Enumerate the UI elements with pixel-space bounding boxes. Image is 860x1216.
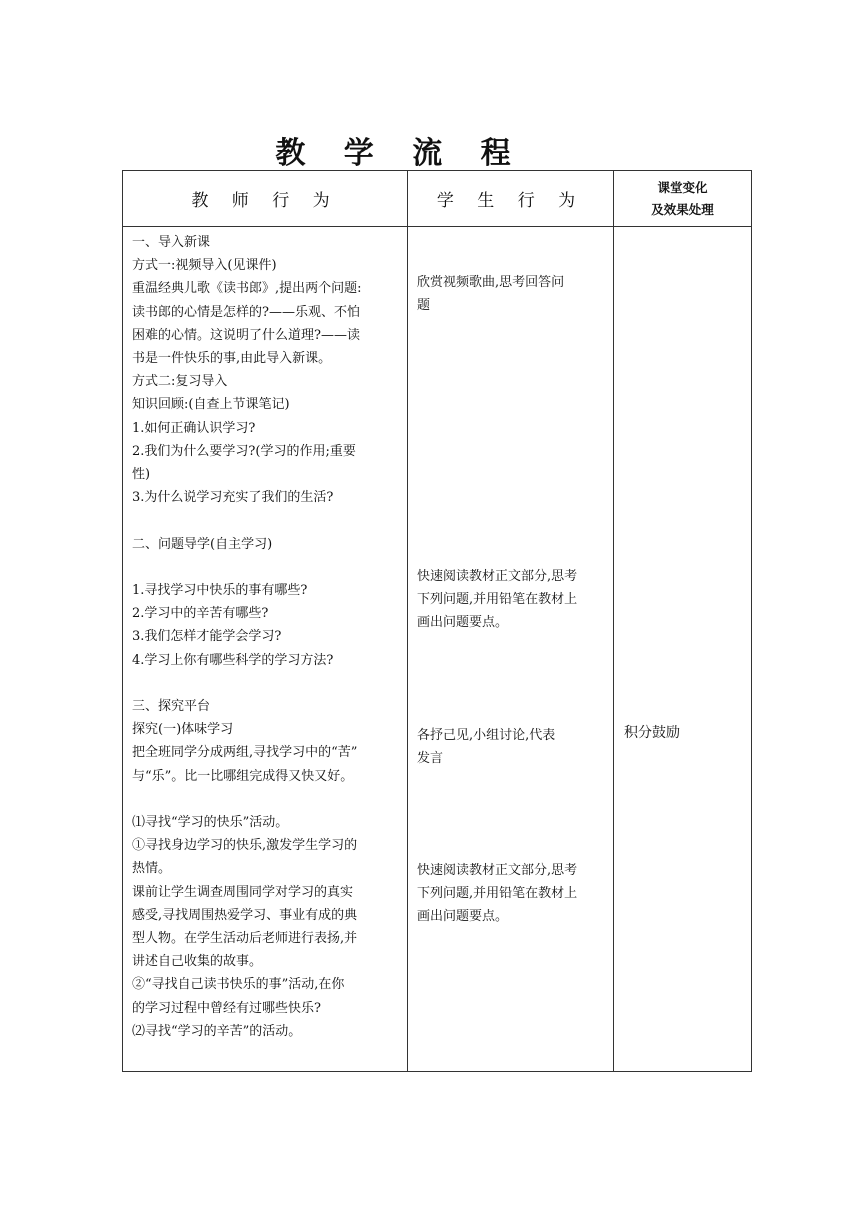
student-line: 画出问题要点。 <box>417 909 509 925</box>
teacher-line: 三、探究平台 <box>132 699 211 715</box>
teacher-line: ①寻找身边学习的快乐,激发学生学习的 <box>132 838 358 854</box>
effect-cell <box>614 227 752 1072</box>
teacher-line: 一、导入新课 <box>132 235 211 250</box>
teacher-line: 方式二:复习导入 <box>132 374 228 390</box>
teacher-cell <box>123 227 408 1072</box>
teacher-line: 的学习过程中曾经有过哪些快乐? <box>132 1000 321 1016</box>
teacher-line: 课前让学生调查周围同学对学习的真实 <box>132 884 354 900</box>
teacher-line: 方式一:视频导入(见课件) <box>132 258 277 274</box>
student-line: 下列问题,并用铅笔在教材上 <box>417 886 578 902</box>
teacher-line: 2.我们为什么要学习?(学习的作用;重要 <box>132 443 356 459</box>
student-line: 发言 <box>417 751 444 767</box>
blank-line <box>132 509 401 532</box>
teacher-line: 二、问题导学(自主学习) <box>132 536 273 552</box>
teacher-line: 把全班同学分成两组,寻找学习中的“苦” <box>132 745 358 761</box>
teacher-line: 型人物。在学生活动后老师进行表扬,并 <box>132 931 358 947</box>
teacher-line: 2.学习中的辛苦有哪些? <box>132 606 269 622</box>
teacher-line: 与“乐”。比一比哪组完成得又快又好。 <box>132 768 354 784</box>
teacher-line: 3.我们怎样才能学会学习? <box>132 629 282 645</box>
teacher-line: 知识回顾:(自查上节课笔记) <box>132 397 290 413</box>
student-line: 各抒己见,小组讨论,代表 <box>417 728 556 743</box>
student-line: 快速阅读教材正文部分,思考 <box>417 863 578 878</box>
teacher-line: 读书郎的心情是怎样的?——乐观、不怕 <box>132 304 360 320</box>
student-block-3 <box>417 724 617 770</box>
teacher-line: 性) <box>132 467 151 483</box>
table-header-row <box>123 171 752 227</box>
student-line: 欣赏视频歌曲,思考回答问 <box>417 275 565 290</box>
student-line: 画出问题要点。 <box>417 615 509 631</box>
lesson-flow-table <box>122 170 752 1072</box>
student-line: 题 <box>417 298 431 314</box>
page-title: 教 学 流 程 <box>275 136 525 171</box>
teacher-line: ⑴寻找“学习的快乐”活动。 <box>132 815 289 831</box>
teacher-line: 讲述自己收集的故事。 <box>132 954 263 970</box>
teacher-line: 1.寻找学习中快乐的事有哪些? <box>132 583 308 599</box>
teacher-text <box>132 231 401 1043</box>
teacher-line: ⑵寻找“学习的辛苦”的活动。 <box>132 1023 302 1039</box>
student-line: 快速阅读教材正文部分,思考 <box>417 569 578 584</box>
student-line: 下列问题,并用铅笔在教材上 <box>417 592 578 608</box>
blank-line <box>132 556 401 579</box>
student-block-4 <box>417 859 617 929</box>
effect-text: 积分鼓励 <box>624 725 680 741</box>
header-student: 学 生 行 为 <box>408 171 614 227</box>
teacher-line: 探究(一)体味学习 <box>132 722 234 738</box>
teacher-line: 1.如何正确认识学习? <box>132 420 256 436</box>
header-effect <box>614 171 752 227</box>
teacher-line: 感受,寻找周围热爱学习、事业有成的典 <box>132 907 358 923</box>
teacher-line: 书是一件快乐的事,由此导入新课。 <box>132 351 332 367</box>
teacher-line: 重温经典儿歌《读书郎》,提出两个问题: <box>132 281 362 297</box>
blank-line <box>132 672 401 695</box>
teacher-line: 3.为什么说学习充实了我们的生活? <box>132 490 334 506</box>
teacher-line: ②“寻找自己读书快乐的事”活动,在你 <box>132 977 345 993</box>
student-block-2 <box>417 565 617 635</box>
header-effect-line1: 课堂变化 <box>657 179 708 195</box>
table-body-row <box>123 227 752 1072</box>
student-cell <box>408 227 614 1072</box>
teacher-line: 热情。 <box>132 861 172 877</box>
teacher-line: 困难的心情。这说明了什么道理?——读 <box>132 327 360 343</box>
header-teacher: 教 师 行 为 <box>123 171 408 227</box>
blank-line <box>132 788 401 811</box>
student-block-1 <box>417 271 617 317</box>
teacher-line: 4.学习上你有哪些科学的学习方法? <box>132 652 334 668</box>
header-effect-line2: 及效果处理 <box>651 201 714 217</box>
